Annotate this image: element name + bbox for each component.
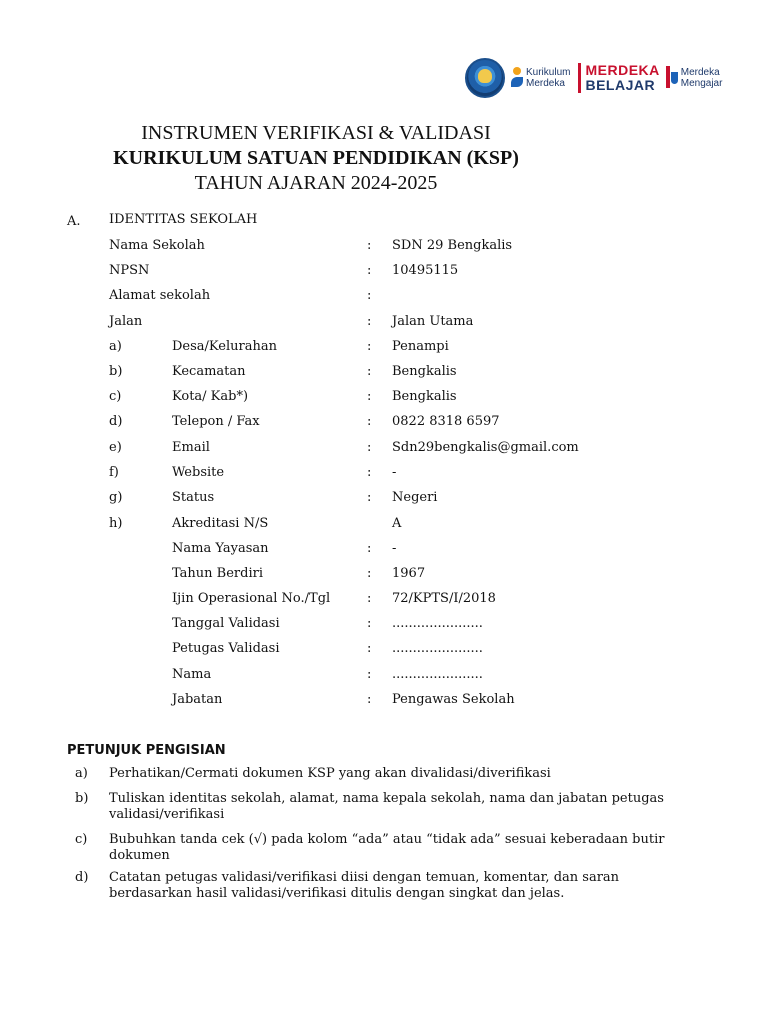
instruction-letter: d) xyxy=(75,870,89,885)
merdeka-belajar-text-1: MERDEKA xyxy=(585,62,660,78)
instruction-letter: c) xyxy=(75,832,88,847)
instruction-text: Perhatikan/Cermati dokumen KSP yang akan divalidasi/diverifikasi xyxy=(109,766,551,781)
row-value: ...................... xyxy=(392,616,483,631)
row-label: Nama Sekolah xyxy=(109,238,205,253)
row-label: Ijin Operasional No./Tgl xyxy=(172,591,331,606)
document-title-line-1: INSTRUMEN VERIFIKASI & VALIDASI xyxy=(141,122,491,144)
merdeka-mengajar-text-2: Mengajar xyxy=(680,78,723,89)
row-value: 10495115 xyxy=(392,263,459,278)
instruction-text: Bubuhkan tanda cek (√) pada kolom “ada” atau “tidak ada” sesuai keberadaan butir dokumen xyxy=(109,832,665,863)
row-colon: : xyxy=(367,641,372,656)
section-letter: A. xyxy=(67,214,81,229)
row-value: Penampi xyxy=(392,339,449,354)
kemendikbud-emblem-logo xyxy=(465,58,505,98)
row-colon: : xyxy=(367,541,372,556)
row-label: Kecamatan xyxy=(172,364,246,379)
kurikulum-merdeka-logo xyxy=(511,65,570,91)
row-letter: e) xyxy=(109,440,122,455)
row-colon: : xyxy=(367,364,372,379)
row-value: Sdn29bengkalis@gmail.com xyxy=(392,440,579,455)
row-letter: h) xyxy=(109,516,123,531)
row-colon: : xyxy=(367,566,372,581)
row-colon: : xyxy=(367,591,372,606)
row-value: SDN 29 Bengkalis xyxy=(392,238,513,253)
row-value: 0822 8318 6597 xyxy=(392,414,500,429)
row-colon: : xyxy=(367,490,372,505)
row-letter: b) xyxy=(109,364,123,379)
row-label: Jabatan xyxy=(172,692,223,707)
row-value: 1967 xyxy=(392,566,426,581)
row-value: ...................... xyxy=(392,641,483,656)
merdeka-belajar-logo xyxy=(578,63,659,93)
row-label: Jalan xyxy=(109,314,143,329)
row-value: - xyxy=(392,541,397,556)
merdeka-belajar-text-2: BELAJAR xyxy=(585,77,656,93)
row-colon: : xyxy=(367,263,372,278)
row-label: Tanggal Validasi xyxy=(172,616,280,631)
row-value: ...................... xyxy=(392,667,483,682)
row-value: Bengkalis xyxy=(392,389,457,404)
row-colon: : xyxy=(367,465,372,480)
row-colon: : xyxy=(367,238,372,253)
row-label: Telepon / Fax xyxy=(172,414,260,429)
row-value: 72/KPTS/I/2018 xyxy=(392,591,496,606)
row-label: Petugas Validasi xyxy=(172,641,280,656)
merdeka-mengajar-text-1: Merdeka xyxy=(680,67,720,78)
kurikulum-merdeka-icon xyxy=(511,65,523,91)
row-letter: c) xyxy=(109,389,122,404)
kurikulum-merdeka-text-2: Merdeka xyxy=(526,78,565,89)
row-value: - xyxy=(392,465,397,480)
row-label: Nama Yayasan xyxy=(172,541,269,556)
row-colon: : xyxy=(367,414,372,429)
row-letter: a) xyxy=(109,339,122,354)
kurikulum-merdeka-text-1: Kurikulum xyxy=(526,67,571,78)
row-colon: : xyxy=(367,667,372,682)
row-value: Jalan Utama xyxy=(392,314,474,329)
row-label: Desa/Kelurahan xyxy=(172,339,277,354)
document-title-line-3: TAHUN AJARAN 2024-2025 xyxy=(194,172,438,194)
row-label: Status xyxy=(172,490,215,505)
row-label: Tahun Berdiri xyxy=(172,566,263,581)
instruction-letter: a) xyxy=(75,766,88,781)
instructions-title: PETUNJUK PENGISIAN xyxy=(67,743,226,758)
row-label: NPSN xyxy=(109,263,150,278)
instruction-text: Tuliskan identitas sekolah, alamat, nama kepala sekolah, nama dan jabatan petugas validasi/verifikasi xyxy=(109,791,664,822)
row-colon: : xyxy=(367,692,372,707)
merdeka-mengajar-logo xyxy=(666,66,723,90)
row-value: A xyxy=(392,516,402,531)
row-value: Negeri xyxy=(392,490,438,505)
instruction-letter: b) xyxy=(75,791,89,806)
row-label: Kota/ Kab*) xyxy=(172,389,249,404)
row-label: Alamat sekolah xyxy=(109,288,211,303)
row-colon: : xyxy=(367,389,372,404)
merdeka-mengajar-icon xyxy=(666,66,678,90)
row-value: Bengkalis xyxy=(392,364,457,379)
instruction-text: Catatan petugas validasi/verifikasi diisi dengan temuan, komentar, dan saran berdasarkan hasil validasi/verifikasi ditulis dengan singkat dan jelas. xyxy=(109,870,620,901)
row-colon: : xyxy=(367,616,372,631)
row-value: Pengawas Sekolah xyxy=(392,692,515,707)
row-letter: f) xyxy=(109,465,119,480)
row-colon: : xyxy=(367,288,372,303)
row-label: Akreditasi N/S xyxy=(172,516,269,531)
row-label: Email xyxy=(172,440,210,455)
row-letter: d) xyxy=(109,414,123,429)
row-label: Website xyxy=(172,465,225,480)
row-colon: : xyxy=(367,314,372,329)
row-label: Nama xyxy=(172,667,212,682)
section-title: IDENTITAS SEKOLAH xyxy=(109,212,258,227)
row-colon: : xyxy=(367,339,372,354)
row-letter: g) xyxy=(109,490,123,505)
row-colon: : xyxy=(367,440,372,455)
document-title-line-2: KURIKULUM SATUAN PENDIDIKAN (KSP) xyxy=(113,147,519,169)
header-logos xyxy=(465,58,722,98)
